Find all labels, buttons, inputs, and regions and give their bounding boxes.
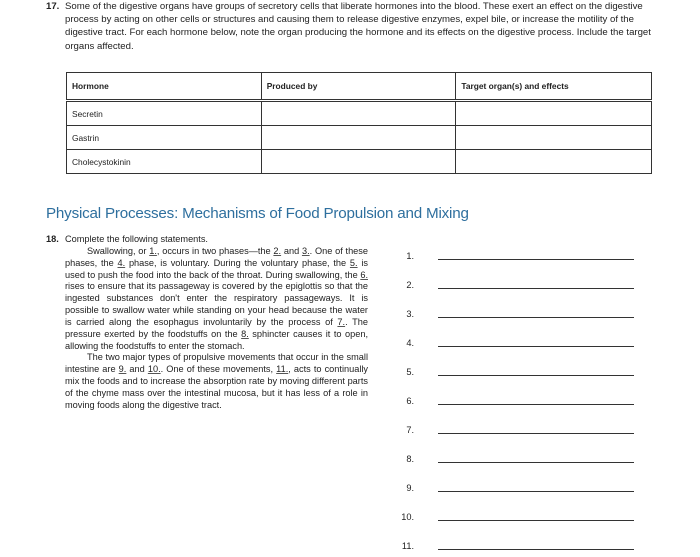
answer-line[interactable] — [438, 462, 634, 463]
target-effects-cell[interactable] — [456, 150, 652, 174]
answer-item — [392, 280, 642, 292]
answer-number: 5. — [406, 367, 414, 377]
text-segment: sphincter causes it to open, allowing the foodstuffs to enter the stomach. — [65, 328, 368, 351]
blank-7: 7. — [337, 316, 346, 327]
text-segment: . One of these movements, — [160, 364, 277, 375]
text-segment: and — [281, 245, 302, 256]
hormone-name: Cholecystokinin — [67, 150, 262, 174]
answer-item — [392, 541, 642, 553]
answer-line[interactable] — [438, 259, 634, 260]
text-segment: , acts to continually mix the foods and to increase the absorption rate by moving different parts of the chyme mass over the intestinal mucosa, but it has less of a role in moving foods along the digestive tract. — [65, 364, 369, 410]
answer-item — [392, 338, 642, 350]
question-number: 18. — [46, 234, 59, 244]
answer-line[interactable] — [438, 491, 634, 492]
answer-line[interactable] — [438, 520, 634, 521]
answer-item — [392, 251, 642, 263]
produced-by-cell[interactable] — [261, 126, 456, 150]
answer-number: 9. — [406, 483, 414, 493]
blank-8: 8. — [241, 328, 249, 339]
answer-number: 11. — [401, 541, 414, 551]
table-row — [67, 126, 652, 150]
text-segment: Swallowing, or — [87, 245, 150, 256]
question-17 — [46, 0, 658, 53]
answer-item — [392, 454, 642, 466]
answer-number: 8. — [406, 454, 414, 464]
text-segment: rises to ensure that its passageway is covered by the epiglottis so that the ingested substances don't enter the respiratory passageways. It is possible to swallow water while standing on your head because the water is carried along the esophagus involuntarily by the process of — [65, 281, 368, 327]
hormone-name: Secretin — [67, 101, 262, 126]
answer-line[interactable] — [438, 317, 634, 318]
produced-by-cell[interactable] — [261, 101, 456, 126]
answer-number: 10. — [401, 512, 414, 522]
answer-number: 4. — [406, 338, 414, 348]
answer-number: 1. — [406, 251, 414, 261]
statement-paragraph — [65, 352, 368, 411]
answer-item — [392, 396, 642, 408]
text-segment: The two major types of propulsive movements that occur in the small intestine are — [65, 352, 368, 375]
table-row — [67, 101, 652, 126]
target-effects-cell[interactable] — [456, 126, 652, 150]
question-number: 17. — [46, 1, 60, 12]
section-title: Physical Processes: Mechanisms of Food Propulsion and Mixing — [46, 205, 469, 222]
header-hormone: Hormone — [67, 73, 262, 101]
header-produced-by: Produced by — [261, 73, 456, 101]
text-segment: phase, is voluntary. During the voluntary phase, the — [125, 257, 350, 268]
answer-line[interactable] — [438, 433, 634, 434]
statement-paragraph — [65, 246, 368, 353]
answer-line[interactable] — [438, 404, 634, 405]
answer-item — [392, 425, 642, 437]
question-text: Some of the digestive organs have groups of secretory cells that liberate hormones into the blood. These exert an effect on the digestive process by acting on other cells or structures and causing them to release digestive enzymes, expel bile, or increase the motility of the digestive tract. For each hormone below, note the organ producing the hormone and its effects on the digestive process. Include the target organs affected. — [65, 1, 651, 52]
answer-number: 7. — [406, 425, 414, 435]
answer-item — [392, 512, 642, 524]
blank-9: 9. — [118, 364, 127, 375]
hormone-name: Gastrin — [67, 126, 262, 150]
question-18 — [46, 234, 368, 412]
answer-item — [392, 483, 642, 495]
answer-number: 2. — [406, 280, 414, 290]
text-segment: is used to push the food into the back of the throat. During swallowing, the — [65, 257, 368, 280]
answer-item — [392, 367, 642, 379]
question-intro: Complete the following statements. — [65, 234, 208, 244]
text-segment: . One of these phases, the — [65, 245, 368, 268]
answer-line[interactable] — [438, 549, 634, 550]
answer-item — [392, 309, 642, 321]
answer-line[interactable] — [438, 288, 634, 289]
blank-4: 4. — [117, 257, 126, 268]
blank-6: 6. — [360, 269, 368, 280]
hormone-table — [66, 72, 652, 174]
answer-line[interactable] — [438, 346, 634, 347]
table-row — [67, 150, 652, 174]
blank-11: 11. — [276, 364, 289, 375]
blank-10: 10. — [147, 364, 161, 375]
blank-5: 5. — [349, 257, 358, 268]
blank-1: 1. — [149, 245, 157, 256]
answer-number: 6. — [406, 396, 414, 406]
text-segment: . The pressure exerted by the foodstuffs on the — [65, 316, 368, 339]
blank-2: 2. — [273, 245, 282, 256]
answer-line[interactable] — [438, 375, 634, 376]
produced-by-cell[interactable] — [261, 150, 456, 174]
text-segment: , occurs in two phases—the — [156, 245, 274, 256]
table-header-row — [67, 73, 652, 101]
text-segment: and — [126, 364, 148, 375]
blank-3: 3. — [301, 245, 310, 256]
answer-number: 3. — [406, 309, 414, 319]
header-target-organs: Target organ(s) and effects — [456, 73, 652, 101]
target-effects-cell[interactable] — [456, 101, 652, 126]
